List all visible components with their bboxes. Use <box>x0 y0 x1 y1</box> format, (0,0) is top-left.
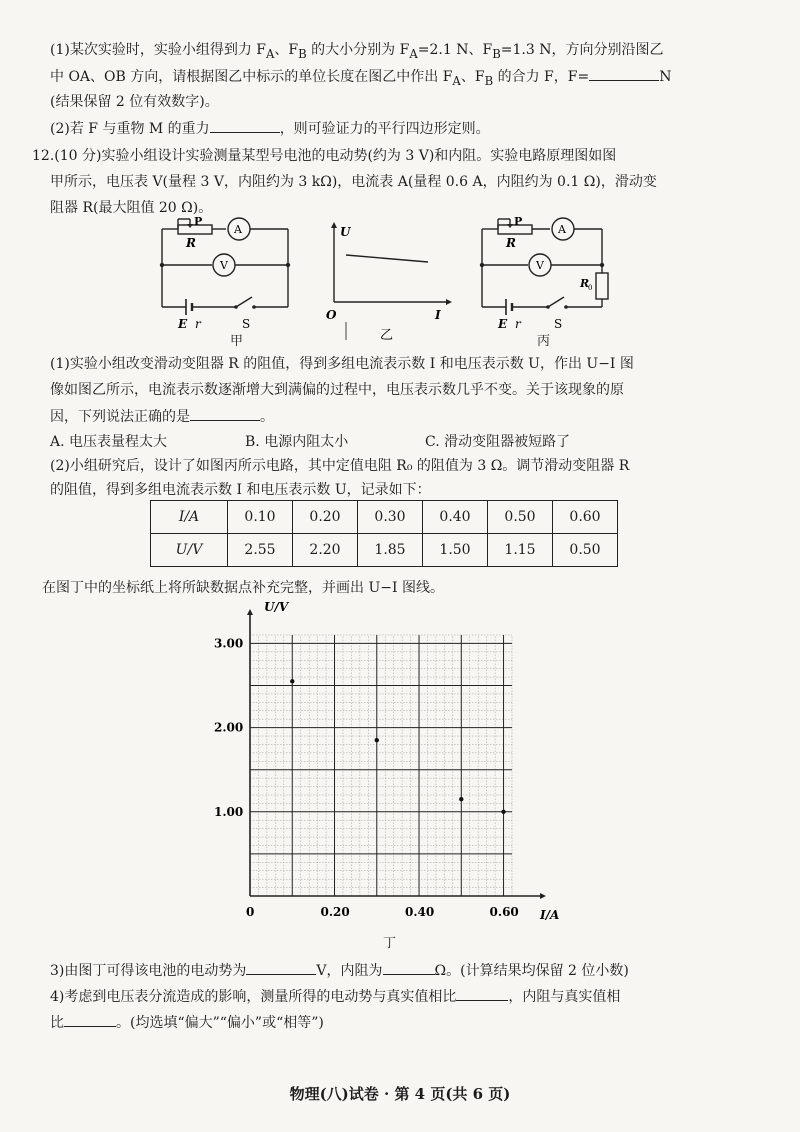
q11-part2-line: (2)若 F 与重物 M 的重力 ，则可验证力的平行四边形定则。 <box>50 118 490 139</box>
table-cell: 0.10 <box>228 501 293 534</box>
table-header-current: I/A <box>151 501 228 534</box>
x-tick-label: 0.40 <box>405 905 435 919</box>
q12-intro-line1: 12.(10 分)实验小组设计实验测量某型号电池的电动势(约为 3 V)和内阻。实验电路原理图如图 <box>32 148 617 164</box>
ui-line <box>346 255 428 262</box>
table-cell: 0.50 <box>553 534 618 567</box>
answer-blank-gravity[interactable] <box>210 118 280 133</box>
svg-text:P: P <box>194 215 203 228</box>
data-point <box>501 810 505 814</box>
table-row-voltage <box>151 534 618 567</box>
q12-part2-line2: 的阻值，得到多组电流表示数 I 和电压表示数 U，记录如下： <box>50 482 431 498</box>
caption-ding: 丁 <box>383 936 397 951</box>
q12-part4-line2: 比 。(均选填“偏大”“偏小”或“相等”) <box>50 1012 324 1033</box>
answer-blank-emf-compare[interactable] <box>456 986 508 1001</box>
q12-part1-line1: (1)实验小组改变滑动变阻器 R 的阻值，得到多组电流表示数 I 和电压表示数 U，作出 U−I 图 <box>50 356 634 372</box>
svg-text:O: O <box>326 308 337 322</box>
table-row-current <box>151 501 618 534</box>
table-header-voltage: U/V <box>151 534 228 567</box>
y-tick-label: 3.00 <box>214 636 244 651</box>
svg-text:0: 0 <box>588 284 593 292</box>
data-point <box>375 738 379 742</box>
svg-text:R: R <box>580 277 590 290</box>
table-cell: 1.15 <box>488 534 553 567</box>
svg-text:V: V <box>220 259 228 272</box>
answer-blank-emf[interactable] <box>246 960 316 975</box>
switch-s <box>236 297 252 307</box>
svg-text:A: A <box>234 223 242 236</box>
caption-bing: 丙 <box>537 334 551 349</box>
svg-text:R: R <box>506 236 516 250</box>
answer-blank-reason[interactable] <box>190 406 260 421</box>
svg-text:乙: 乙 <box>380 328 394 342</box>
q11-part1-line2: 中 OA、OB 方向，请根据图乙中标示的单位长度在图乙中作出 $F_A$、$F_B$ 的合力 F，F= N <box>50 66 671 91</box>
table-cell: 0.60 <box>553 501 618 534</box>
svg-text:E: E <box>498 317 508 331</box>
data-table <box>150 500 618 567</box>
svg-text:P: P <box>514 215 523 228</box>
svg-text:S: S <box>554 317 563 331</box>
q12-part2-line3: 在图丁中的坐标纸上将所缺数据点补充完整，并画出 U−I 图线。 <box>42 580 444 596</box>
x-axis-label: I/A <box>540 908 560 922</box>
data-point <box>290 679 294 683</box>
circuit-diagram-jia <box>150 215 300 345</box>
option-a: A. 电压表量程太大 <box>50 434 168 450</box>
table-cell: 1.50 <box>423 534 488 567</box>
graph-yi <box>318 222 468 342</box>
q12-part3-line: 3)由图丁可得该电池的电动势为 V，内阻为 Ω。(计算结果均保留 2 位小数) <box>50 960 629 981</box>
svg-text:U: U <box>340 225 351 239</box>
svg-text:E: E <box>178 317 188 331</box>
svg-text:V: V <box>536 259 544 272</box>
answer-blank-f[interactable] <box>589 66 659 81</box>
table-cell: 2.20 <box>293 534 358 567</box>
table-cell: 0.30 <box>358 501 423 534</box>
answer-blank-resistance[interactable] <box>383 960 435 975</box>
page-footer: 物理(八)试卷 · 第 4 页(共 6 页) <box>289 1085 511 1103</box>
option-b: B. 电源内阻太小 <box>245 434 349 450</box>
table-cell: 2.55 <box>228 534 293 567</box>
data-point <box>459 797 463 801</box>
q12-part1-line2: 像如图乙所示，电流表示数逐渐增大到满偏的过程中，电压表示数几乎不变。关于该现象的原 <box>50 382 624 398</box>
circuit-diagram-bing <box>470 215 620 345</box>
y-axis-label: U/V <box>264 600 289 614</box>
svg-text:R: R <box>186 236 196 250</box>
y-tick-label: 1.00 <box>214 804 244 819</box>
graph-paper-ding[interactable] <box>200 595 580 955</box>
svg-text:A: A <box>558 223 566 236</box>
resistor-r0 <box>596 273 608 299</box>
x-tick-label: 0.20 <box>320 905 350 919</box>
q11-part1-line3: (结果保留 2 位有效数字)。 <box>50 94 219 110</box>
option-c: C. 滑动变阻器被短路了 <box>425 434 571 450</box>
q12-part1-line3: 因，下列说法正确的是 。 <box>50 406 274 427</box>
table-cell: 0.50 <box>488 501 553 534</box>
table-cell: 0.20 <box>293 501 358 534</box>
svg-text:I: I <box>435 308 441 322</box>
x-tick-label: 0 <box>246 905 255 919</box>
svg-text:r: r <box>515 317 521 331</box>
caption-jia: 甲 <box>230 334 244 349</box>
y-tick-label: 2.00 <box>214 720 244 735</box>
x-tick-label: 0.60 <box>489 905 519 919</box>
q12-part4-line1: 4)考虑到电压表分流造成的影响，测量所得的电动势与真实值相比 ，内阻与真实值相 <box>50 986 620 1007</box>
table-cell: 0.40 <box>423 501 488 534</box>
svg-text:r: r <box>195 317 201 331</box>
q11-part1-line1: (1)某次实验时，实验小组得到力 $F_A$、$F_B$ 的大小分别为 $F_A=2.1$ N、$F_B=1.3$ N，方向分别沿图乙 <box>50 42 664 61</box>
table-cell: 1.85 <box>358 534 423 567</box>
svg-text:S: S <box>242 317 251 331</box>
q12-intro-line2: 甲所示，电压表 V(量程 3 V，内阻约为 3 kΩ)，电流表 A(量程 0.6 A，内阻约为 0.1 Ω)，滑动变 <box>50 174 657 190</box>
q12-intro-line3: 阻器 R(最大阻值 20 Ω)。 <box>50 200 213 216</box>
q12-part2-line1: (2)小组研究后，设计了如图丙所示电路，其中定值电阻 R₀ 的阻值为 3 Ω。调节滑动变阻器 R <box>50 458 630 474</box>
answer-blank-r-compare[interactable] <box>64 1012 116 1027</box>
